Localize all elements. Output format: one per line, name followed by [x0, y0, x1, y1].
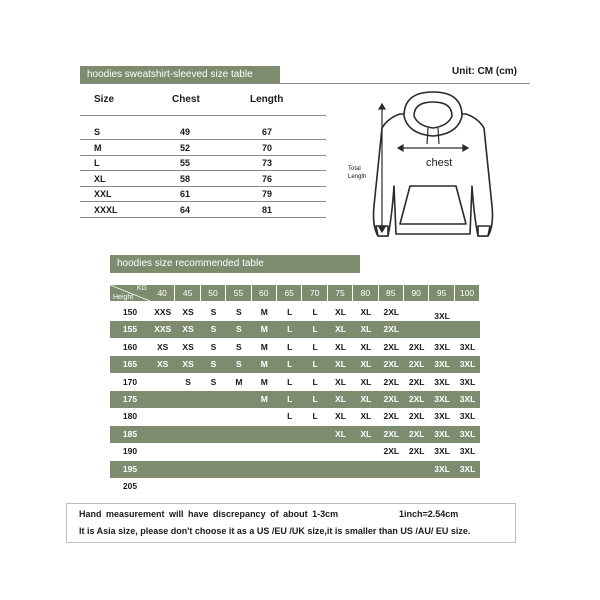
- size-cell-extra: 3XL: [434, 311, 450, 321]
- size-cell: S: [210, 307, 217, 317]
- size-cell: M: [260, 394, 268, 404]
- size-cell: XL: [360, 411, 372, 422]
- size-cell: L: [312, 411, 318, 422]
- size-row-rule: [80, 139, 326, 140]
- size-row-rule: [80, 201, 326, 202]
- size-cell: L: [287, 324, 293, 335]
- size-table-cell: 64: [180, 204, 191, 215]
- size-cell: 3XL: [434, 446, 450, 457]
- size-cell: L: [312, 324, 318, 335]
- size-cell: [302, 443, 327, 460]
- size-cell: [379, 461, 404, 478]
- size-cell: 2XL: [383, 394, 400, 404]
- size-cell: S: [210, 341, 217, 352]
- size-cell: [201, 408, 226, 425]
- size-cell: M: [260, 376, 268, 387]
- size-cell: 2XL: [408, 341, 425, 352]
- notes-box: [66, 503, 516, 543]
- size-cell: XS: [182, 359, 194, 370]
- size-cell: [252, 426, 277, 443]
- size-cell: [404, 478, 429, 495]
- size-cell: [455, 478, 480, 495]
- unit-label: Unit: CM (cm): [452, 66, 517, 77]
- size-cell: [150, 408, 175, 425]
- height-cell: 205: [122, 481, 138, 491]
- size-cell: [175, 461, 200, 478]
- height-cell: 165: [122, 359, 138, 370]
- size-cell: [226, 391, 251, 408]
- size-cell: XL: [360, 324, 372, 335]
- size-cell: L: [287, 307, 293, 317]
- size-cell: [353, 443, 378, 460]
- size-cell: 2XL: [383, 359, 400, 370]
- size-cell: XXS: [154, 307, 172, 317]
- size-cell: XL: [360, 394, 372, 404]
- size-cell: 2XL: [383, 376, 400, 387]
- asia-size-note: It is Asia size, please don't choose it as a US /EU /UK size,it is smaller than US /AU/ EU size.: [79, 526, 471, 536]
- table-row: [110, 391, 480, 408]
- size-cell: [252, 461, 277, 478]
- size-cell: M: [260, 359, 268, 370]
- size-cell: 3XL: [459, 341, 476, 352]
- hoodie-diagram: [348, 86, 508, 246]
- size-cell: L: [312, 394, 318, 404]
- size-table-cell: 58: [180, 173, 191, 184]
- size-cell: 3XL: [459, 428, 476, 439]
- corner-cell: [110, 285, 150, 301]
- table-row: [110, 374, 480, 391]
- size-cell: 3XL: [434, 376, 450, 387]
- size-cell: L: [287, 411, 293, 422]
- size-cell: [175, 408, 200, 425]
- size-cell: 3XL: [434, 463, 450, 474]
- size-cell: M: [260, 341, 268, 352]
- size-cell: XL: [335, 394, 346, 404]
- size-cell: 3XL: [434, 359, 450, 370]
- size-cell: [150, 391, 175, 408]
- weight-header-cell: 55: [226, 285, 251, 301]
- size-cell: XS: [182, 341, 194, 352]
- recommend-table-title: hoodies size recommended table: [110, 255, 360, 273]
- size-row-rule: [80, 186, 326, 187]
- size-cell: XL: [335, 411, 346, 422]
- weight-header-cell: 100: [455, 285, 480, 301]
- size-cell: [150, 443, 175, 460]
- size-cell: XL: [335, 324, 346, 335]
- size-table-cell: L: [94, 158, 100, 168]
- size-cell: S: [210, 324, 217, 335]
- height-cell: 155: [122, 324, 138, 335]
- size-cell: M: [235, 376, 243, 387]
- size-cell: L: [287, 376, 293, 387]
- weight-header-cell: 95: [429, 285, 454, 301]
- size-table-cell: 81: [262, 204, 273, 215]
- size-cell: XL: [335, 307, 346, 317]
- size-table-cell: M: [94, 142, 102, 153]
- size-cell: XL: [335, 341, 346, 352]
- size-cell: [201, 443, 226, 460]
- length-header: Length: [250, 94, 284, 105]
- corner-height-label: Height: [113, 294, 134, 301]
- size-cell: 3XL: [459, 411, 476, 422]
- height-cell: 170: [122, 376, 138, 387]
- size-cell: L: [312, 307, 318, 317]
- measurement-note: Hand measurement will have discrepancy of about 1-3cm: [79, 509, 339, 519]
- size-cell: XL: [360, 428, 372, 439]
- weight-header-cell: 90: [404, 285, 429, 301]
- size-cell: [404, 321, 429, 338]
- size-cell: XL: [335, 428, 346, 439]
- length-label-line1: Total: [348, 166, 361, 172]
- size-table-cell: XL: [94, 173, 106, 184]
- size-cell: 3XL: [459, 376, 476, 387]
- size-table-divider: [80, 83, 530, 84]
- size-cell: XS: [157, 359, 169, 370]
- table-row: [110, 408, 480, 425]
- size-table-title: hoodies sweatshirt-sleeved size table: [80, 66, 280, 84]
- height-cell: 150: [122, 307, 138, 317]
- size-cell: [226, 478, 251, 495]
- size-cell: 2XL: [383, 411, 400, 422]
- weight-header-cell: 75: [328, 285, 353, 301]
- size-cell: S: [210, 359, 217, 370]
- size-cell: 2XL: [408, 359, 425, 370]
- height-cell: 185: [122, 428, 138, 439]
- length-label-line2: Length: [348, 174, 367, 180]
- size-cell: [404, 461, 429, 478]
- table-row: [110, 426, 480, 443]
- height-cell: 175: [122, 394, 138, 404]
- size-cell: [328, 443, 353, 460]
- size-table-cell: 79: [262, 189, 273, 199]
- size-cell: [252, 408, 277, 425]
- size-cell: [277, 461, 302, 478]
- size-cell: 3XL: [459, 359, 476, 370]
- weight-header-cell: 70: [302, 285, 327, 301]
- weight-header-cell: 40: [150, 285, 175, 301]
- size-table-cell: 70: [262, 142, 273, 153]
- size-row-rule: [80, 155, 326, 156]
- size-cell: [150, 374, 175, 391]
- size-cell: XL: [335, 376, 346, 387]
- chest-label: chest: [426, 157, 453, 169]
- size-cell: S: [236, 307, 242, 317]
- weight-header-cell: 80: [353, 285, 378, 301]
- size-table-cell: 55: [180, 158, 191, 168]
- size-cell: [353, 478, 378, 495]
- size-cell: 2XL: [383, 307, 400, 317]
- size-cell: 3XL: [434, 428, 450, 439]
- size-cell: [175, 443, 200, 460]
- size-cell: XS: [157, 341, 169, 352]
- size-cell: 3XL: [459, 463, 476, 474]
- size-table-cell: 73: [262, 158, 273, 168]
- weight-header-cell: 50: [201, 285, 226, 301]
- size-cell: 3XL: [459, 394, 476, 404]
- weight-header-cell: 65: [277, 285, 302, 301]
- size-cell: [226, 461, 251, 478]
- size-cell: 2XL: [383, 446, 400, 457]
- size-cell: L: [312, 359, 318, 370]
- weight-header-cell: 85: [379, 285, 404, 301]
- size-cell: [201, 461, 226, 478]
- size-cell: M: [260, 324, 268, 335]
- size-cell: [277, 443, 302, 460]
- size-cell: [328, 478, 353, 495]
- size-cell: [455, 321, 480, 338]
- size-cell: 2XL: [383, 341, 400, 352]
- size-table-cell: 52: [180, 142, 191, 153]
- table-row: [110, 304, 480, 321]
- table-row: [110, 339, 480, 356]
- size-cell: 2XL: [408, 428, 425, 439]
- size-table-cell: 76: [262, 173, 273, 184]
- size-cell: [277, 478, 302, 495]
- table-row: [110, 478, 480, 495]
- size-cell: S: [210, 376, 217, 387]
- size-header: Size: [94, 94, 115, 105]
- size-header-rule: [80, 115, 326, 116]
- inch-conversion-note: 1inch=2.54cm: [399, 509, 459, 519]
- size-cell: 2XL: [383, 324, 400, 335]
- weight-header-cell: 60: [252, 285, 277, 301]
- table-row: [110, 356, 480, 373]
- size-cell: [252, 478, 277, 495]
- size-cell: XL: [360, 307, 372, 317]
- size-cell: [201, 426, 226, 443]
- size-cell: S: [236, 341, 242, 352]
- size-cell: [455, 304, 480, 321]
- size-cell: [175, 391, 200, 408]
- size-row-rule: [80, 170, 326, 171]
- size-cell: 3XL: [434, 411, 450, 422]
- size-cell: [353, 461, 378, 478]
- size-cell: 3XL: [459, 446, 476, 457]
- size-cell: [201, 478, 226, 495]
- size-cell: [302, 426, 327, 443]
- table-row: [110, 321, 480, 338]
- size-cell: [379, 478, 404, 495]
- size-cell: [175, 426, 200, 443]
- size-cell: [226, 408, 251, 425]
- size-cell: L: [312, 341, 318, 352]
- weight-header-cell: 45: [175, 285, 200, 301]
- size-cell: [252, 443, 277, 460]
- size-table-cell: XXL: [94, 189, 112, 199]
- size-cell: XXS: [154, 324, 172, 335]
- size-cell: S: [185, 376, 191, 387]
- table-row: [110, 443, 480, 460]
- size-cell: [175, 478, 200, 495]
- size-cell: L: [287, 359, 293, 370]
- size-cell: [404, 304, 429, 321]
- size-cell: [328, 461, 353, 478]
- size-table-cell: XXXL: [94, 204, 118, 215]
- chest-header: Chest: [172, 94, 200, 105]
- size-table-cell: 49: [180, 127, 191, 137]
- size-cell: [150, 461, 175, 478]
- size-cell: S: [236, 359, 242, 370]
- size-cell: XL: [335, 359, 346, 370]
- size-cell: L: [287, 394, 293, 404]
- table-row: [110, 461, 480, 478]
- size-cell: [302, 461, 327, 478]
- size-cell: XS: [182, 307, 194, 317]
- size-cell: 2XL: [383, 428, 400, 439]
- size-table-cell: 61: [180, 189, 191, 199]
- size-row-rule: [80, 217, 326, 218]
- size-table-cell: S: [94, 127, 101, 137]
- size-cell: L: [312, 376, 318, 387]
- height-cell: 190: [122, 446, 138, 457]
- size-cell: S: [236, 324, 242, 335]
- size-cell: [150, 478, 175, 495]
- size-cell: M: [260, 307, 268, 317]
- size-cell: [429, 321, 454, 338]
- size-cell: XL: [360, 359, 372, 370]
- size-cell: XL: [360, 341, 372, 352]
- height-cell: 195: [122, 463, 138, 474]
- size-cell: 2XL: [408, 411, 425, 422]
- size-cell: [226, 443, 251, 460]
- size-cell: [302, 478, 327, 495]
- size-cell: L: [287, 341, 293, 352]
- size-cell: XL: [360, 376, 372, 387]
- height-cell: 160: [122, 341, 138, 352]
- size-cell: 3XL: [434, 394, 450, 404]
- corner-kg-label: KG: [136, 285, 147, 292]
- size-cell: [226, 426, 251, 443]
- size-cell: 2XL: [408, 394, 425, 404]
- size-cell: XS: [182, 324, 194, 335]
- size-cell: [277, 426, 302, 443]
- size-cell: 3XL: [434, 341, 450, 352]
- size-cell: [201, 391, 226, 408]
- size-table-cell: 67: [262, 127, 273, 137]
- size-cell: 2XL: [408, 446, 425, 457]
- size-cell: [150, 426, 175, 443]
- size-cell: [429, 478, 454, 495]
- height-cell: 180: [122, 411, 138, 422]
- size-cell: 2XL: [408, 376, 425, 387]
